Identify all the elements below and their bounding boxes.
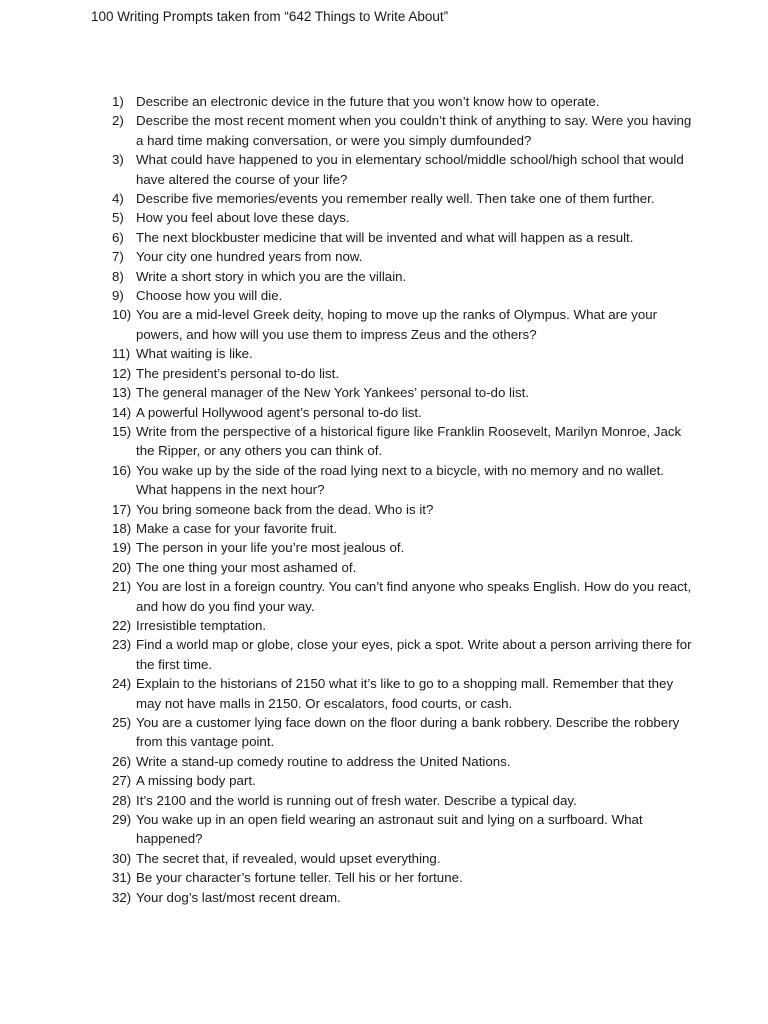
prompt-number: 2) [112, 113, 124, 129]
prompt-text: Describe an electronic device in the future that you won’t know how to operate. [136, 94, 600, 109]
prompt-item [112, 267, 692, 286]
prompt-text: Make a case for your favorite fruit. [136, 520, 338, 536]
prompt-item [112, 344, 692, 363]
prompt-text: Your dog’s last/most recent dream. [136, 889, 341, 905]
prompt-text: What could have happened to you in elementary school/middle school/high school that would have altered the course of your life? [136, 152, 684, 187]
prompt-text: Write a short story in which you are the villain. [136, 268, 407, 284]
prompt-number: 5) [112, 210, 124, 226]
prompt-item [112, 810, 692, 849]
prompt-text: You are a customer lying face down on the floor during a bank robbery. Describe the robbery from this vantage point. [136, 715, 680, 750]
prompt-item [112, 150, 692, 189]
prompt-number: 22) [112, 617, 132, 633]
prompt-item [112, 868, 692, 887]
prompt-text: How you feel about love these days. [136, 210, 350, 226]
prompt-item [112, 771, 692, 790]
prompt-item [112, 713, 692, 752]
prompt-text: The person in your life you’re most jealous of. [136, 540, 405, 556]
prompt-number: 20) [112, 559, 132, 575]
prompt-text: You wake up in an open field wearing an astronaut suit and lying on a surfboard. What happened? [136, 812, 643, 847]
prompt-text: Be your character’s fortune teller. Tell his or her fortune. [136, 870, 463, 886]
prompt-text: A powerful Hollywood agent’s personal to-do list. [136, 404, 422, 420]
prompt-number: 4) [112, 191, 124, 207]
prompt-list [112, 92, 692, 907]
prompt-number: 15) [112, 423, 132, 439]
prompt-number: 14) [112, 404, 132, 420]
prompt-item [112, 208, 692, 227]
prompt-item [112, 461, 692, 500]
prompt-number: 10) [112, 307, 132, 323]
prompt-item [112, 577, 692, 616]
prompt-item [112, 111, 692, 150]
prompt-item [112, 616, 692, 635]
prompt-text: The general manager of the New York Yankees’ personal to-do list. [136, 385, 529, 401]
prompt-number: 3) [112, 152, 124, 168]
prompt-text: The one thing your most ashamed of. [136, 559, 357, 575]
prompt-number: 30) [112, 850, 132, 866]
prompt-text: The president’s personal to-do list. [136, 365, 340, 381]
prompt-text: Your city one hundred years from now. [136, 249, 363, 265]
prompt-text: The next blockbuster medicine that will be invented and what will happen as a result. [136, 229, 634, 245]
prompt-item [112, 538, 692, 557]
prompt-number: 1) [112, 94, 124, 109]
prompt-number: 27) [112, 773, 132, 789]
prompt-text: Write from the perspective of a historical figure like Franklin Roosevelt, Marilyn Monroe, Jack the Ripper, or any others you can think of. [136, 423, 682, 459]
prompt-item [112, 228, 692, 247]
prompt-number: 11) [112, 346, 131, 362]
prompt-number: 9) [112, 288, 124, 304]
prompt-text: Explain to the historians of 2150 what it’s like to go to a shopping mall. Remember that they may not have malls in 2150. Or escalators, food courts, or cash. [136, 676, 674, 711]
prompt-text: Irresistible temptation. [136, 617, 267, 633]
prompt-item [112, 558, 692, 577]
prompt-item [112, 403, 692, 422]
prompt-item [112, 286, 692, 305]
prompt-text: You are lost in a foreign country. You can’t find anyone who speaks English. How do you react, and how do you find your way. [136, 579, 692, 614]
document-title: 100 Writing Prompts taken from “642 Things to Write About” [91, 9, 449, 24]
prompt-item [112, 364, 692, 383]
prompt-number: 26) [112, 753, 132, 769]
prompt-number: 7) [112, 249, 124, 265]
prompt-number: 29) [112, 812, 132, 828]
prompt-text: Find a world map or globe, close your eyes, pick a spot. Write about a person arriving there for the first time. [136, 637, 692, 672]
prompt-text: You wake up by the side of the road lying next to a bicycle, with no memory and no wallet. What happens in the next hour? [136, 462, 664, 498]
prompt-number: 18) [112, 520, 132, 536]
prompt-number: 17) [112, 501, 132, 517]
prompt-item [112, 500, 692, 519]
prompt-text: Choose how you will die. [136, 288, 283, 304]
prompt-number: 6) [112, 229, 124, 245]
prompt-item [112, 752, 692, 771]
prompt-number: 13) [112, 385, 132, 401]
prompt-item [112, 189, 692, 208]
prompt-number: 19) [112, 540, 132, 556]
prompt-text: You are a mid-level Greek deity, hoping to move up the ranks of Olympus. What are your powers, and how will you use them to impress Zeus and the others? [136, 307, 658, 342]
prompt-number: 28) [112, 792, 132, 808]
prompt-number: 24) [112, 676, 132, 692]
prompt-item [112, 791, 692, 810]
prompt-number: 21) [112, 579, 132, 595]
prompt-item [112, 305, 692, 344]
prompt-number: 12) [112, 365, 132, 381]
prompt-item [112, 849, 692, 868]
prompt-text: It’s 2100 and the world is running out of fresh water. Describe a typical day. [136, 792, 577, 808]
prompt-number: 31) [112, 870, 132, 886]
prompt-number: 25) [112, 715, 132, 730]
prompt-item [112, 92, 692, 111]
prompt-text: You bring someone back from the dead. Who is it? [136, 501, 434, 517]
prompt-item [112, 635, 692, 674]
prompt-number: 8) [112, 268, 124, 284]
prompt-text: Write a stand-up comedy routine to address the United Nations. [136, 753, 511, 769]
prompt-text: Describe five memories/events you remember really well. Then take one of them further. [136, 191, 655, 207]
prompt-text: A missing body part. [136, 773, 256, 789]
prompt-item [112, 247, 692, 266]
prompt-item [112, 674, 692, 713]
prompt-number: 32) [112, 889, 132, 905]
prompt-text: Describe the most recent moment when you couldn’t think of anything to say. Were you having a hard time making conversation, or were you simply dumfounded? [136, 113, 692, 148]
prompt-number: 16) [112, 462, 132, 478]
prompt-number: 23) [112, 637, 132, 653]
prompt-item [112, 383, 692, 402]
prompt-item [112, 888, 692, 907]
prompt-item [112, 519, 692, 538]
prompt-item [112, 422, 692, 461]
prompt-text: The secret that, if revealed, would upset everything. [136, 850, 441, 866]
prompt-text: What waiting is like. [136, 346, 253, 362]
